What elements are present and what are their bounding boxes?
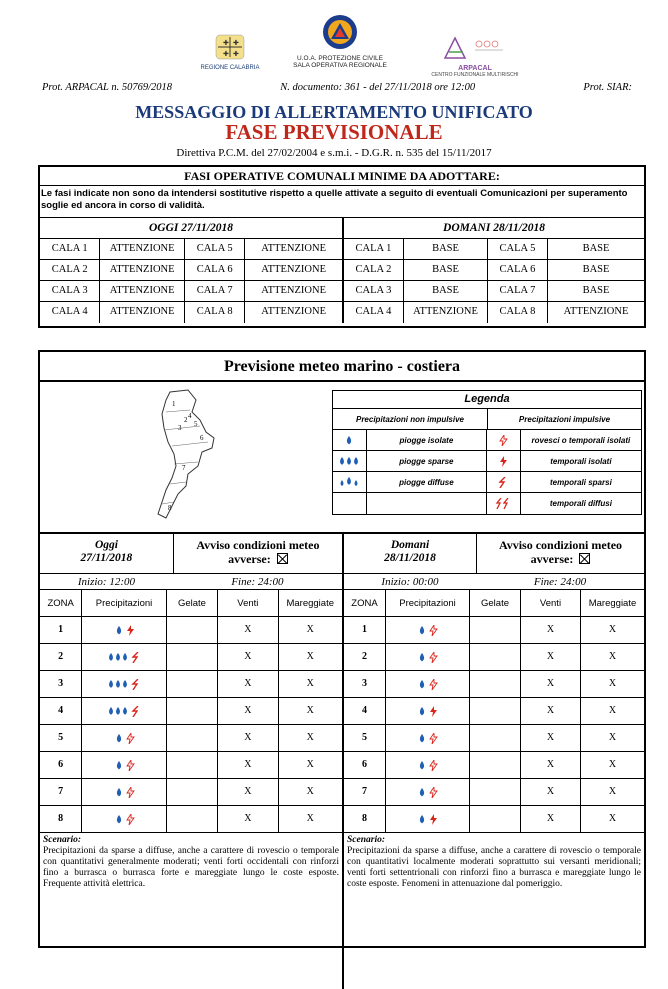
zone-code: CALA 3: [344, 281, 404, 301]
gelate-cell: [167, 752, 218, 778]
avviso-checkbox: [579, 553, 590, 564]
drop1-icon: [417, 759, 427, 771]
zone-row: [40, 644, 342, 671]
drop3-icon: [333, 451, 367, 471]
precipitation-icons: [386, 698, 470, 724]
zone-code: CALA 1: [344, 239, 404, 259]
zone-row: [40, 617, 342, 644]
drop1-icon: [114, 732, 124, 744]
precipitation-icons: [386, 725, 470, 751]
precipitation-icons: [82, 644, 167, 670]
zone-number: 6: [344, 752, 386, 778]
phase-value: ATTENZIONE: [100, 239, 185, 259]
drop1-icon: [417, 624, 427, 636]
fasi-oggi-header: OGGI 27/11/2018: [40, 218, 342, 239]
mareggiate-cell: X: [306, 624, 314, 635]
mareggiate-cell: X: [306, 678, 314, 689]
bolt-double-icon: [487, 493, 521, 514]
precipitation-icons: [386, 644, 470, 670]
mareggiate-cell: X: [608, 813, 617, 824]
mareggiate-cell: X: [608, 705, 617, 716]
col-mareggiate: Mareggiate: [286, 598, 334, 609]
zone-number: 3: [344, 671, 386, 697]
zone-row: [344, 752, 644, 779]
domani-panel: [342, 534, 644, 989]
legend-item-right-3: temporali sparsi: [549, 477, 612, 487]
bolt-outline-icon: [126, 814, 135, 825]
zone-code: CALA 2: [40, 260, 100, 280]
venti-cell: X: [218, 617, 278, 643]
venti-cell: X: [521, 698, 581, 724]
drop1-icon: [333, 430, 367, 450]
drop3-icon: [107, 651, 129, 663]
legend-item-right-1: rovesci o temporali isolati: [531, 435, 631, 445]
precipitation-icons: [82, 725, 167, 751]
zone-row: [344, 725, 644, 752]
zone-row: [344, 644, 644, 671]
zone-code: CALA 5: [185, 239, 245, 259]
legend-empty-cell: [333, 493, 367, 514]
scenario-label: Scenario:: [347, 835, 385, 845]
scenario-label: Scenario:: [43, 835, 81, 845]
drop1-icon: [114, 624, 124, 636]
zone-number: 2: [344, 644, 386, 670]
legend-col-right: Precipitazioni impulsive: [487, 409, 641, 429]
meteo-title: Previsione meteo marino - costiera: [40, 352, 644, 382]
zone-number: 5: [344, 725, 386, 751]
bolt-outline-icon: [126, 733, 135, 744]
col-precipitazioni: Precipitazioni: [82, 590, 167, 616]
mareggiate-cell: X: [306, 705, 314, 716]
zone-table-header: [344, 590, 644, 617]
legend: [332, 390, 642, 515]
zone-row: [344, 779, 644, 806]
zone-row: [344, 698, 644, 725]
map-label-8: 8: [168, 504, 172, 512]
phase-value: ATTENZIONE: [100, 260, 185, 280]
precipitation-icons: [82, 671, 167, 697]
venti-cell: X: [218, 671, 278, 697]
zone-number: 8: [344, 806, 386, 832]
col-gelate: Gelate: [167, 590, 218, 616]
col-venti: Venti: [521, 590, 581, 616]
scenario-text: Precipitazioni da sparse a diffuse, anche a carattere di rovescio o temporale con quantitativi generalmente moderati; venti forti occidentali con rinforzi fino a burrasca o burrasca forte e mareggiate lungo le coste esposte. Frequente attività elettrica.: [43, 846, 339, 889]
map-label-5: 5: [194, 420, 198, 428]
phase-value: ATTENZIONE: [261, 306, 326, 317]
svg-text:✚: ✚: [233, 40, 239, 47]
arpacal-caption-2: CENTRO FUNZIONALE MULTIRISCHI: [431, 72, 519, 78]
logo-bar: [0, 8, 668, 78]
precipitation-icons: [82, 752, 167, 778]
regione-calabria-logo: [190, 34, 270, 72]
gelate-cell: [167, 671, 218, 697]
phase-value: BASE: [404, 239, 488, 259]
oggi-panel: [40, 534, 342, 989]
precipitation-icons: [386, 752, 470, 778]
mareggiate-cell: X: [608, 786, 617, 797]
mareggiate-cell: X: [306, 651, 314, 662]
zone-number: 4: [344, 698, 386, 724]
domani-row: [344, 281, 644, 302]
oggi-date: 27/11/2018: [80, 552, 133, 564]
phase-value: BASE: [582, 264, 610, 275]
meteo-box: [38, 350, 646, 948]
zone-code: CALA 7: [185, 281, 245, 301]
precipitation-icons: [386, 779, 470, 805]
venti-cell: X: [218, 725, 278, 751]
zone-row: [40, 752, 342, 779]
zone-code: CALA 4: [344, 302, 404, 323]
zone-code: CALA 8: [488, 302, 548, 323]
mareggiate-cell: X: [306, 759, 314, 770]
col-zona: ZONA: [40, 590, 82, 616]
protezione-civile-logo: [285, 14, 395, 69]
venti-cell: X: [521, 752, 581, 778]
zone-number: 3: [40, 671, 82, 697]
zone-number: 7: [40, 779, 82, 805]
phase-value: ATTENZIONE: [563, 306, 629, 317]
bolt-zig-icon: [131, 706, 141, 717]
calabria-zone-map: [148, 386, 258, 526]
col-zona: ZONA: [344, 590, 386, 616]
drop1-icon: [114, 786, 124, 798]
zone-code: CALA 6: [185, 260, 245, 280]
domani-label: Domani: [390, 539, 430, 551]
venti-cell: X: [521, 806, 581, 832]
map-label-1: 1: [172, 400, 176, 408]
phase-value: BASE: [582, 285, 610, 296]
drop-diffuse-icon: [333, 472, 367, 492]
venti-cell: X: [218, 644, 278, 670]
prot-siar: Prot. SIAR:: [583, 82, 632, 93]
venti-cell: X: [218, 698, 278, 724]
oggi-row: [40, 239, 342, 260]
precipitation-icons: [82, 617, 167, 643]
document-subtitle: FASE PREVISIONALE: [225, 120, 443, 144]
legend-empty-text: [367, 493, 487, 514]
map-label-6: 6: [200, 434, 204, 442]
zone-number: 1: [344, 617, 386, 643]
domani-row: [344, 239, 644, 260]
scenario-text: Precipitazioni da sparse a diffuse, anche a carattere di rovescio o temporale con quantitativi localmente moderati soprattutto sui versanti meridionali; venti forti settentrionali con rinforzi fino a burrasca e mareggiate lungo le coste esposte. Fenomeni in attenuazione dal pomeriggio.: [347, 846, 641, 889]
phase-value: BASE: [582, 243, 610, 254]
arpacal-emblem: [443, 36, 507, 60]
legend-item-left-2: piogge sparse: [367, 451, 487, 471]
zone-code: CALA 1: [40, 239, 100, 259]
oggi-fine: Fine: 24:00: [231, 576, 284, 588]
mareggiate-cell: X: [608, 651, 617, 662]
zone-code: CALA 4: [40, 302, 100, 323]
bolt-zig-icon: [487, 472, 521, 492]
drop1-icon: [417, 651, 427, 663]
domani-scenario: [344, 833, 644, 892]
document-number: N. documento: 361 - del 27/11/2018 ore 12:00: [280, 82, 476, 93]
zone-number: 1: [40, 617, 82, 643]
map-label-4: 4: [188, 412, 192, 420]
venti-cell: X: [521, 617, 581, 643]
legend-title: Legenda: [333, 391, 641, 409]
legend-col-left: Precipitazioni non impulsive: [355, 414, 465, 424]
bolt-outline-icon: [429, 625, 438, 636]
bolt-zig-icon: [131, 679, 141, 690]
legend-item-left-3: piogge diffuse: [367, 472, 487, 492]
drop1-icon: [417, 786, 427, 798]
drop1-icon: [114, 813, 124, 825]
directive-line: Direttiva P.C.M. del 27/02/2004 e s.m.i. - D.G.R. n. 535 del 15/11/2017: [176, 147, 492, 159]
mareggiate-cell: X: [306, 732, 314, 743]
fasi-oggi-table: [40, 218, 342, 323]
regione-calabria-caption: REGIONE CALABRIA: [200, 65, 260, 71]
venti-cell: X: [218, 752, 278, 778]
bolt-outline-icon: [429, 760, 438, 771]
drop1-icon: [114, 759, 124, 771]
svg-text:✚: ✚: [223, 51, 229, 58]
oggi-inizio: Inizio: 12:00: [77, 576, 135, 588]
zone-code: CALA 7: [488, 281, 548, 301]
phase-value: ATTENZIONE: [261, 243, 326, 254]
bolt-zig-icon: [131, 652, 141, 663]
mareggiate-cell: X: [608, 624, 617, 635]
precipitation-icons: [386, 671, 470, 697]
oggi-row: [40, 281, 342, 302]
map-label-7: 7: [182, 464, 186, 472]
bolt-outline-icon: [126, 787, 135, 798]
gelate-cell: [470, 671, 521, 697]
domani-fine: Fine: 24:00: [533, 576, 587, 588]
protezione-civile-caption-1: U.O.A. PROTEZIONE CIVILE: [297, 55, 383, 62]
zone-code: CALA 2: [344, 260, 404, 280]
legend-item-right-4: temporali diffusi: [549, 499, 612, 508]
bolt-outline-icon: [429, 733, 438, 744]
fasi-domani-header: DOMANI 28/11/2018: [344, 218, 644, 239]
mareggiate-cell: X: [608, 678, 617, 689]
zone-number: 2: [40, 644, 82, 670]
gelate-cell: [470, 617, 521, 643]
venti-cell: X: [521, 725, 581, 751]
venti-cell: X: [521, 671, 581, 697]
zone-number: 8: [40, 806, 82, 832]
drop1-icon: [417, 705, 427, 717]
phase-value: BASE: [404, 281, 488, 301]
drop1-icon: [417, 813, 427, 825]
bolt-outline-icon: [429, 787, 438, 798]
fasi-domani-table: [342, 218, 644, 323]
phase-value: ATTENZIONE: [100, 302, 185, 323]
gelate-cell: [167, 806, 218, 832]
gelate-cell: [167, 617, 218, 643]
regione-calabria-emblem: [215, 34, 245, 60]
svg-text:✚: ✚: [233, 51, 239, 58]
protezione-civile-caption-2: SALA OPERATIVA REGIONALE: [293, 62, 387, 69]
legend-item-left-1: piogge isolate: [367, 430, 487, 450]
oggi-row: [40, 302, 342, 323]
domani-date: 28/11/2018: [384, 552, 436, 564]
map-label-2: 2: [184, 416, 188, 424]
zone-number: 6: [40, 752, 82, 778]
gelate-cell: [167, 644, 218, 670]
fasi-title: FASI OPERATIVE COMUNALI MINIME DA ADOTTARE:: [40, 167, 644, 186]
col-gelate: Gelate: [470, 590, 521, 616]
col-mareggiate: Mareggiate: [588, 598, 637, 609]
gelate-cell: [167, 698, 218, 724]
gelate-cell: [470, 644, 521, 670]
drop3-icon: [107, 705, 129, 717]
precipitation-icons: [82, 698, 167, 724]
venti-cell: X: [218, 806, 278, 832]
domani-row: [344, 302, 644, 323]
mareggiate-cell: X: [306, 786, 314, 797]
zone-code: CALA 5: [488, 239, 548, 259]
zone-number: 5: [40, 725, 82, 751]
oggi-label: Oggi: [94, 539, 118, 551]
zone-number: 7: [344, 779, 386, 805]
venti-cell: X: [521, 779, 581, 805]
domani-row: [344, 260, 644, 281]
zone-row: [40, 779, 342, 806]
domani-inizio: Inizio: 00:00: [381, 576, 439, 588]
precipitation-icons: [82, 779, 167, 805]
zone-row: [344, 671, 644, 698]
zone-row: [40, 671, 342, 698]
zone-row: [40, 698, 342, 725]
mareggiate-cell: X: [608, 759, 617, 770]
phase-value: BASE: [404, 260, 488, 280]
mareggiate-cell: X: [608, 732, 617, 743]
zone-table-header: [40, 590, 342, 617]
phase-value: ATTENZIONE: [100, 281, 185, 301]
bolt-outline-icon: [126, 760, 135, 771]
bolt-red-icon: [487, 451, 521, 471]
arpacal-logo: [425, 36, 525, 79]
gelate-cell: [470, 698, 521, 724]
drop1-icon: [417, 732, 427, 744]
document-title: MESSAGGIO DI ALLERTAMENTO UNIFICATO: [135, 102, 533, 122]
col-precipitazioni: Precipitazioni: [386, 590, 470, 616]
zone-code: CALA 3: [40, 281, 100, 301]
zone-row: [40, 806, 342, 833]
bolt-red-icon: [429, 814, 438, 825]
avviso-checkbox: [277, 553, 288, 564]
gelate-cell: [470, 779, 521, 805]
phase-value: ATTENZIONE: [261, 264, 326, 275]
phase-value: ATTENZIONE: [404, 302, 488, 323]
venti-cell: X: [521, 644, 581, 670]
zone-code: CALA 8: [185, 302, 245, 323]
fasi-note: Le fasi indicate non sono da intendersi sostitutive rispetto a quelle attivate a seguito di eventuali Comunicazioni per superamento soglie ed ancora in corso di validità.: [40, 186, 644, 218]
zone-number: 4: [40, 698, 82, 724]
oggi-scenario: [40, 833, 342, 892]
protezione-civile-emblem: [322, 14, 358, 50]
prot-arpacal: Prot. ARPACAL n. 50769/2018: [42, 82, 172, 93]
oggi-row: [40, 260, 342, 281]
gelate-cell: [470, 752, 521, 778]
zone-row: [344, 617, 644, 644]
bolt-red-icon: [126, 625, 135, 636]
gelate-cell: [470, 725, 521, 751]
zone-row: [40, 725, 342, 752]
domani-avviso: Avviso condizioni meteo avverse:: [498, 538, 623, 566]
gelate-cell: [470, 806, 521, 832]
drop1-icon: [417, 678, 427, 690]
svg-text:✚: ✚: [223, 40, 229, 47]
precipitation-icons: [386, 617, 470, 643]
precipitation-icons: [82, 806, 167, 832]
drop3-icon: [107, 678, 129, 690]
fasi-operative-box: [38, 165, 646, 328]
legend-item-right-2: temporali isolati: [550, 456, 612, 466]
arpacal-caption-1: ARPACAL: [458, 65, 492, 72]
gelate-cell: [167, 725, 218, 751]
bolt-red-icon: [429, 706, 438, 717]
bolt-outline-icon: [429, 652, 438, 663]
map-label-3: 3: [178, 424, 182, 432]
phase-value: ATTENZIONE: [261, 285, 326, 296]
col-venti: Venti: [218, 590, 278, 616]
venti-cell: X: [218, 779, 278, 805]
gelate-cell: [167, 779, 218, 805]
precipitation-icons: [386, 806, 470, 832]
oggi-avviso: Avviso condizioni meteo avverse:: [196, 538, 320, 566]
mareggiate-cell: X: [306, 813, 314, 824]
protocol-line: [42, 82, 632, 93]
zone-code: CALA 6: [488, 260, 548, 280]
bolt-outline-icon: [487, 430, 521, 450]
zone-row: [344, 806, 644, 833]
bolt-outline-icon: [429, 679, 438, 690]
